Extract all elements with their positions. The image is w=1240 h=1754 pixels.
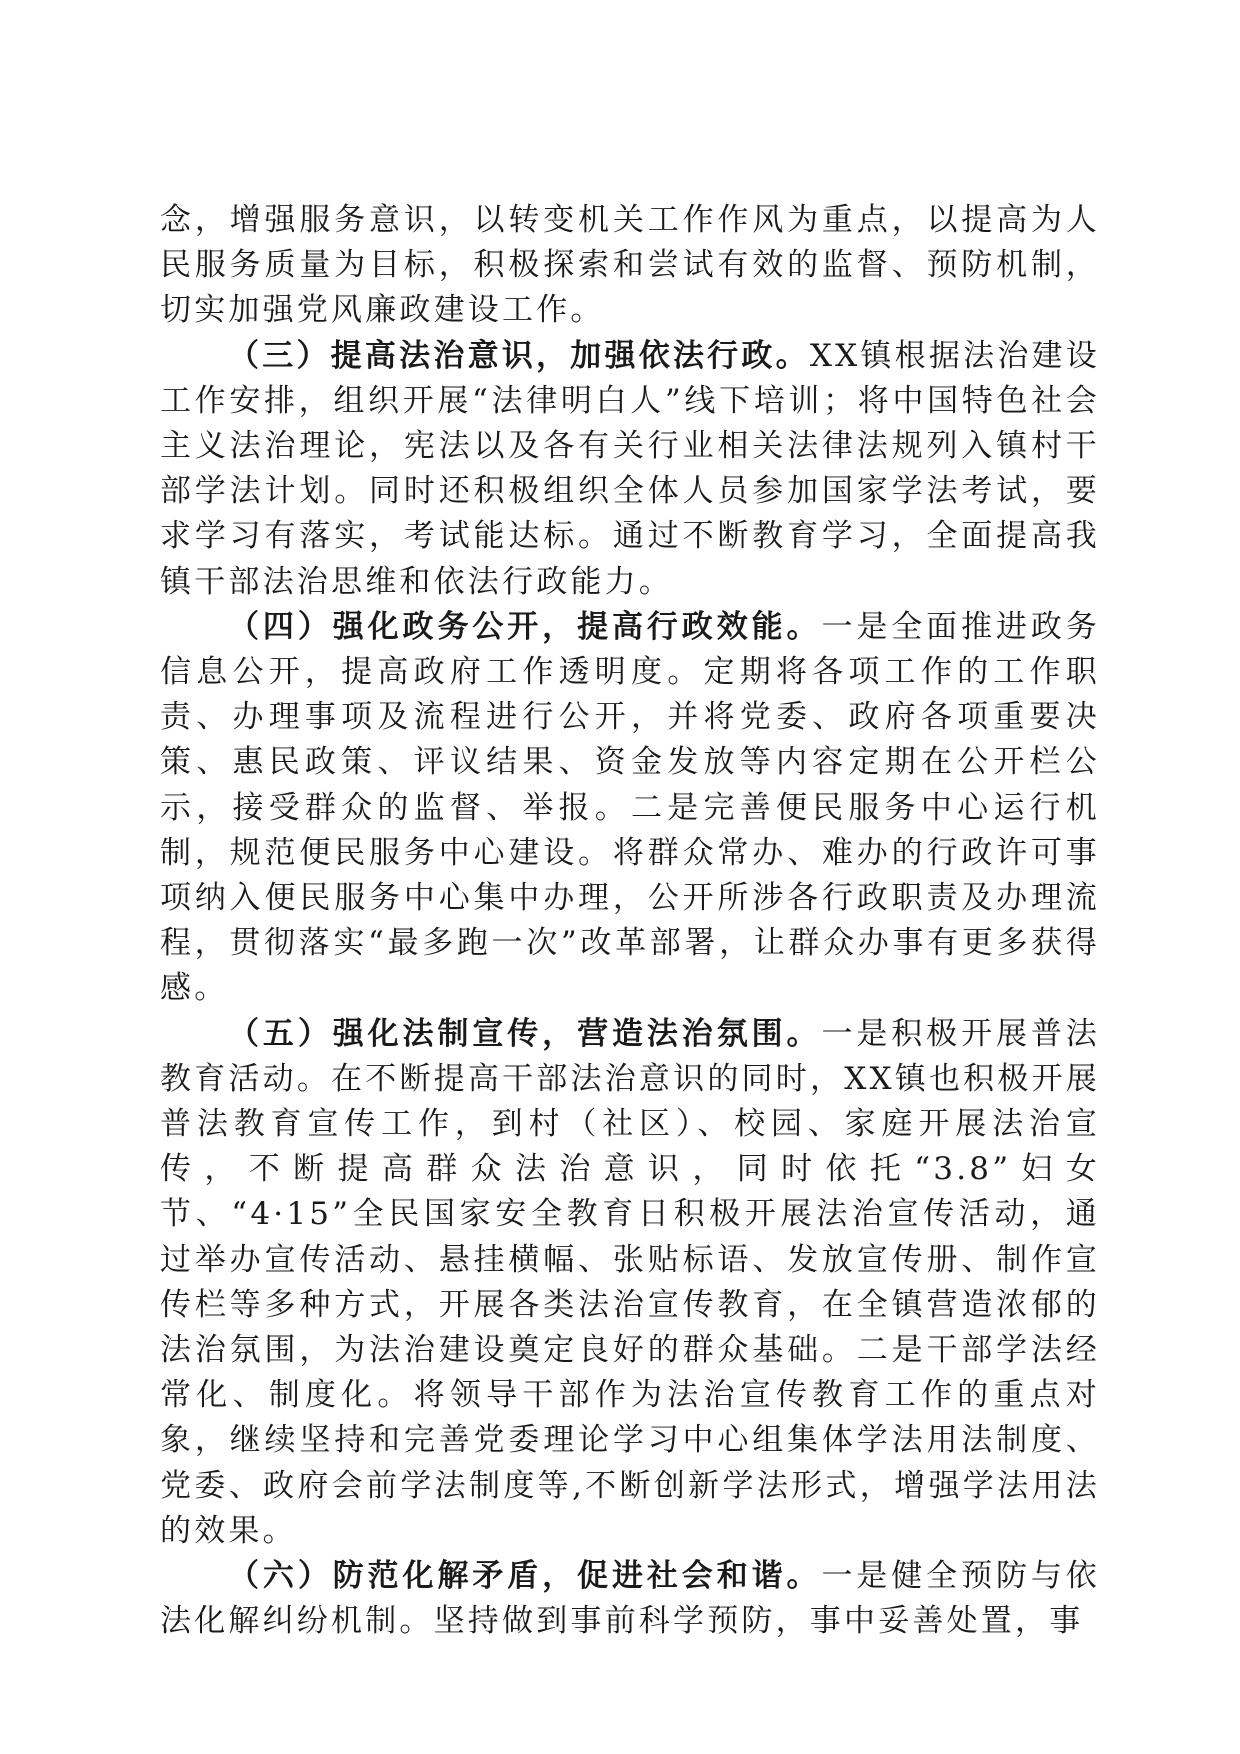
paragraph-body: 念，增强服务意识，以转变机关工作作风为重点，以提高为人民服务质量为目标，积极探索和尝试有效的监督、预防机制，切实加强党风廉政建设工作。	[160, 202, 1100, 329]
section-heading: （四）强化政务公开，提高行政效能。	[228, 608, 822, 645]
paragraph-continuation	[160, 198, 1100, 334]
section-heading: （六）防范化解矛盾，促进社会和谐。	[228, 1558, 822, 1595]
paragraph-section-4	[160, 605, 1100, 1012]
paragraph-section-3	[160, 334, 1100, 605]
document-body	[160, 198, 1100, 1645]
section-heading: （五）强化法制宣传，营造法治氛围。	[228, 1015, 822, 1052]
paragraph-body: 一是全面推进政务信息公开，提高政府工作透明度。定期将各项工作的工作职责、办理事项及流程进行公开，并将党委、政府各项重要决策、惠民政策、评议结果、资金发放等内容定期在公开栏公示，接受群众的监督、举报。二是完善便民服务中心运行机制，规范便民服务中心建设。将群众常办、难办的行政许可事项纳入便民服务中心集中办理，公开所涉各行政职责及办理流程，贯彻落实“最多跑一次”改革部署，让群众办事有更多获得感。	[160, 608, 1100, 1007]
paragraph-body: XX镇根据法治建设工作安排，组织开展“法律明白人”线下培训；将中国特色社会主义法治理论，宪法以及各有关行业相关法律法规列入镇村干部学法计划。同时还积极组织全体人员参加国家学法考试，要求学习有落实，考试能达标。通过不断教育学习，全面提高我镇干部法治思维和依法行政能力。	[160, 337, 1100, 600]
paragraph-body: 一是健全预防与依法化解纠纷机制。坚持做到事前科学预防，事中妥善处置，事	[160, 1558, 1100, 1640]
paragraph-section-6	[160, 1554, 1100, 1644]
paragraph-body: 一是积极开展普法教育活动。在不断提高干部法治意识的同时，XX镇也积极开展普法教育宣传工作，到村（社区）、校园、家庭开展法治宣传，不断提高群众法治意识，同时依托“3.8”妇女节、“4·15”全民国家安全教育日积极开展法治宣传活动，通过举办宣传活动、悬挂横幅、张贴标语、发放宣传册、制作宣传栏等多种方式，开展各类法治宣传教育，在全镇营造浓郁的法治氛围，为法治建设奠定良好的群众基础。二是干部学法经常化、制度化。将领导干部作为法治宣传教育工作的重点对象，继续坚持和完善党委理论学习中心组集体学法用法制度、党委、政府会前学法制度等,不断创新学法形式，增强学法用法的效果。	[160, 1015, 1100, 1549]
paragraph-section-5	[160, 1012, 1100, 1554]
section-heading: （三）提高法治意识，加强依法行政。	[228, 337, 810, 374]
